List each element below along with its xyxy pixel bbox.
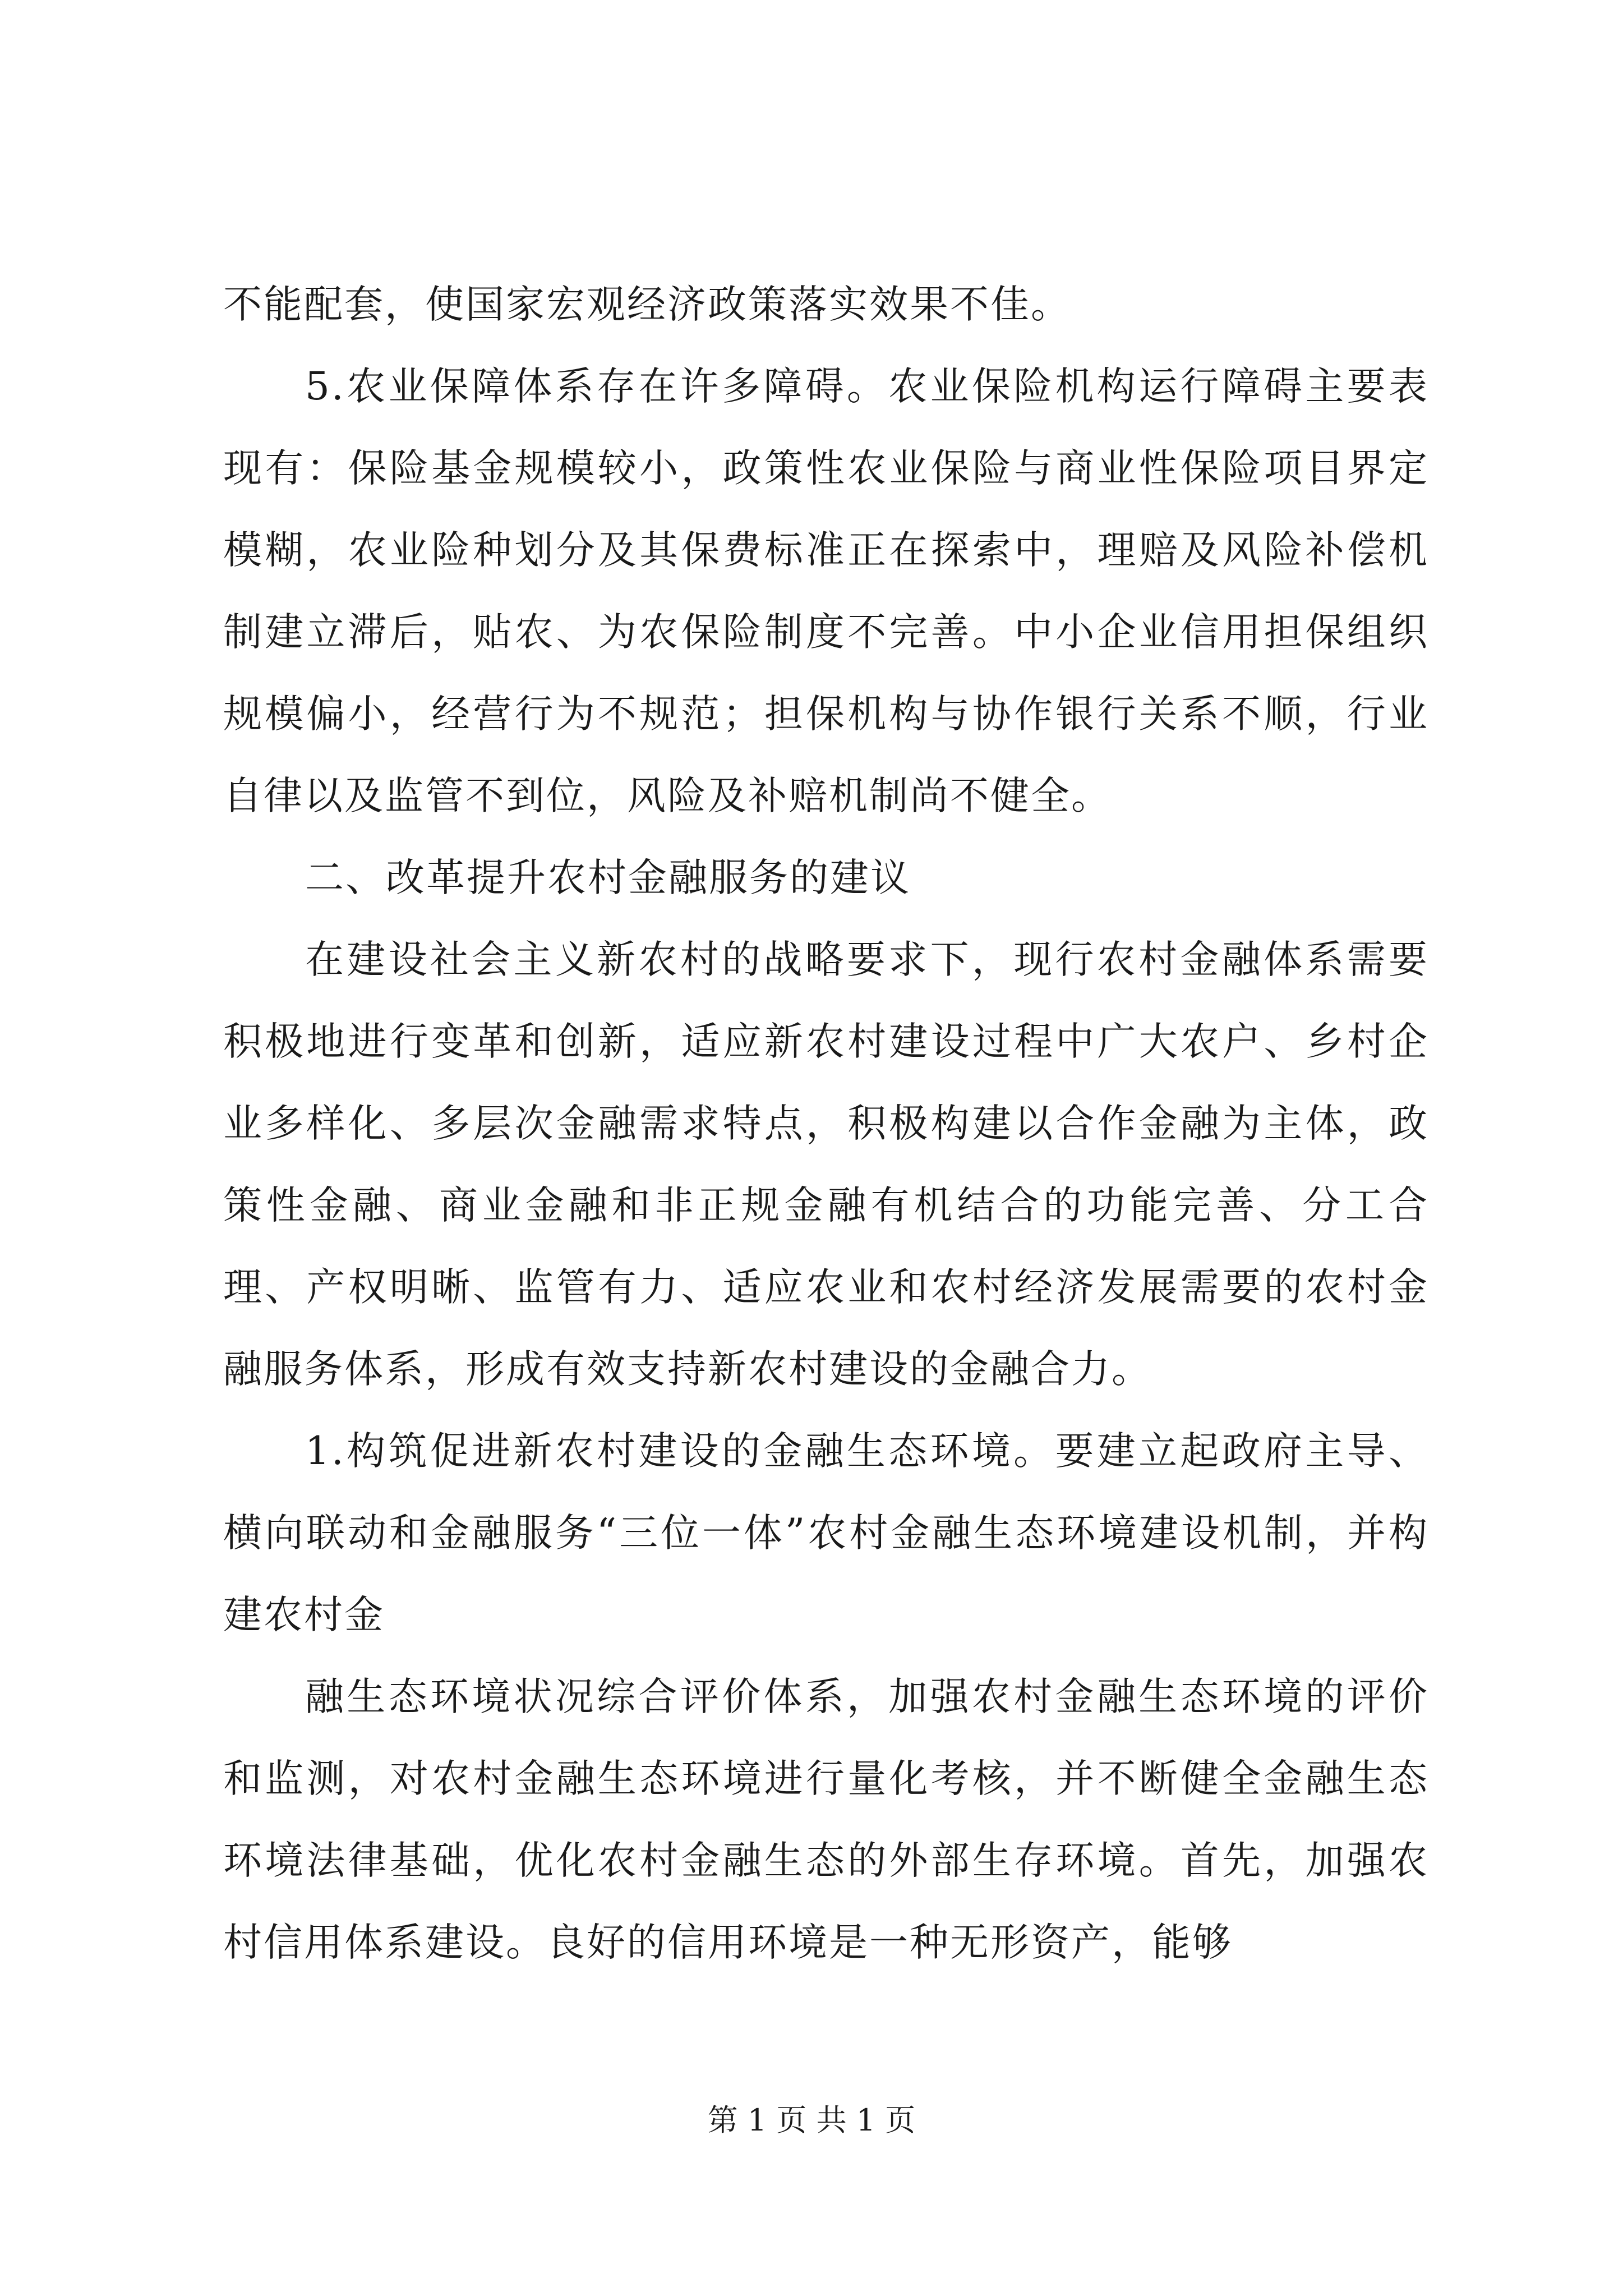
section-heading-2: 二、改革提升农村金融服务的建议: [305, 855, 911, 900]
document-body: [223, 264, 1429, 1984]
paragraph-intro: 在建设社会主义新农村的战略要求下，现行农村金融体系需要积极地进行变革和创新，适应新农村建设过程中广大农户、乡村企业多样化、多层次金融需求特点，积极构建以合作金融为主体，政策性金融、商业金融和非正规金融有机结合的功能完善、分工合理、产权明晰、监管有力、适应农业和农村经济发展需要的农村金融服务体系，形成有效支持新农村建设的金融合力。: [223, 937, 1429, 1392]
paragraph-continuation: 不能配套，使国家宏观经济政策落实效果不佳。: [223, 282, 1071, 327]
paragraph-item-5: 5.农业保障体系存在许多障碍。农业保险机构运行障碍主要表现有：保险基金规模较小，政策性农业保险与商业性保险项目界定模糊，农业险种划分及其保费标准正在探索中，理赔及风险补偿机制建立滞后，贴农、为农保险制度不完善。中小企业信用担保组织规模偏小，经营行为不规范；担保机构与协作银行关系不顺，行业自律以及监管不到位，风险及补赔机制尚不健全。: [223, 364, 1429, 818]
paragraph-item-1-continuation: 融生态环境状况综合评价体系，加强农村金融生态环境的评价和监测，对农村金融生态环境进行量化考核，并不断健全金融生态环境法律基础，优化农村金融生态的外部生存环境。首先，加强农村信用体系建设。良好的信用环境是一种无形资产，能够: [223, 1674, 1429, 1965]
page-footer: [0, 2098, 1623, 2143]
page-number-label: 第 1 页 共 1 页: [707, 2102, 916, 2138]
paragraph-item-1: 1.构筑促进新农村建设的金融生态环境。要建立起政府主导、横向联动和金融服务“三位一体”农村金融生态环境建设机制，并构建农村金: [223, 1429, 1429, 1637]
